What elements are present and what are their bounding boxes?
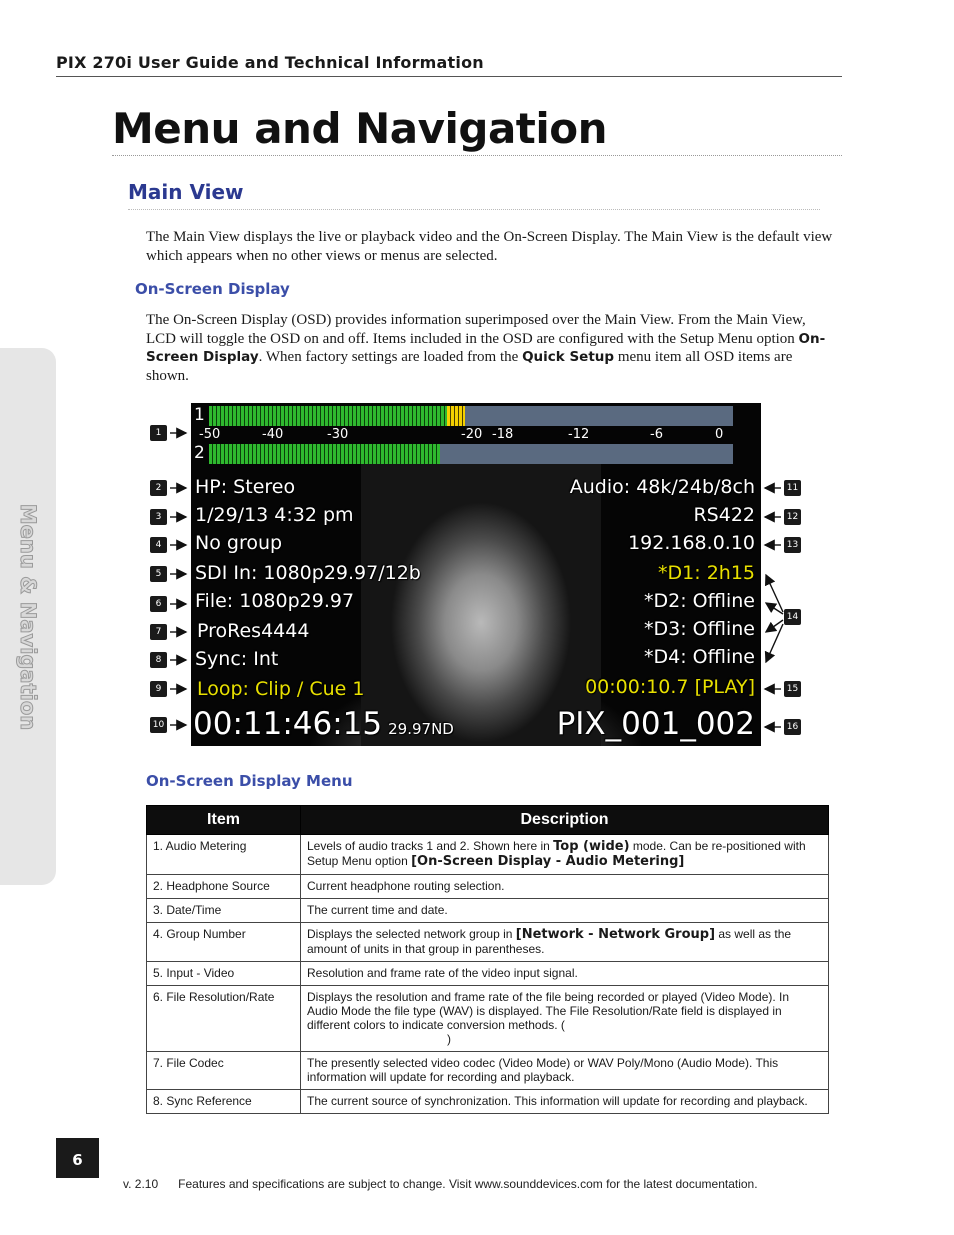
table-header-row bbox=[147, 806, 829, 835]
meter-tick-label: -50 bbox=[199, 427, 221, 442]
osd-codec: ProRes4444 bbox=[197, 620, 310, 642]
desc-text: Displays the resolution and frame rate of the file being recorded or played (Video Mode). In Audio Mode the file type (WAV) is displayed. The File Resolution/Rate field is displayed in different colors to indicate conversion methods. ( bbox=[307, 990, 790, 1032]
meter-tick-label: -6 bbox=[650, 427, 663, 442]
meter-tick-label: -12 bbox=[568, 427, 590, 442]
meter-channel-2: 2 bbox=[194, 443, 205, 463]
osd-datetime: 1/29/13 4:32 pm bbox=[195, 504, 354, 526]
table-row bbox=[147, 1052, 829, 1090]
row-item: 4. Group Number bbox=[147, 923, 301, 962]
desc-bold: Top (wide) bbox=[553, 839, 630, 854]
osd-rs422: RS422 bbox=[693, 504, 755, 526]
meter-channel-1: 1 bbox=[194, 405, 205, 425]
meter-tick-label: 0 bbox=[715, 427, 724, 442]
callout-8: 8 bbox=[150, 652, 167, 668]
row-item: 2. Headphone Source bbox=[147, 875, 301, 899]
row-item: 5. Input - Video bbox=[147, 962, 301, 986]
row-description bbox=[301, 835, 829, 875]
table-row bbox=[147, 986, 829, 1052]
desc-text: Displays the selected network group in bbox=[307, 927, 516, 941]
header-description: Description bbox=[301, 806, 829, 835]
callout-12: 12 bbox=[784, 509, 801, 525]
desc-text: mode. Can be re-positioned with Setup Menu option bbox=[307, 839, 806, 868]
osd-transport: 00:00:10.7 [PLAY] bbox=[585, 676, 755, 698]
callout-1: 1 bbox=[150, 425, 167, 441]
row-description bbox=[301, 986, 829, 1052]
callout-16: 16 bbox=[784, 719, 801, 735]
table-row bbox=[147, 875, 829, 899]
osd-drive-1: *D1: 2h15 bbox=[658, 562, 755, 584]
osd-para-text: menu item all OSD items are shown. bbox=[146, 349, 793, 384]
desc-text: Levels of audio tracks 1 and 2. Shown here in bbox=[307, 839, 554, 853]
meter-tick-label: -40 bbox=[262, 427, 284, 442]
osd-loop: Loop: Clip / Cue 1 bbox=[197, 678, 365, 700]
table-row bbox=[147, 962, 829, 986]
callout-6: 6 bbox=[150, 596, 167, 612]
callout-4: 4 bbox=[150, 537, 167, 553]
table-row bbox=[147, 899, 829, 923]
osd-para-text: . When factory settings are loaded from the bbox=[258, 349, 523, 365]
table-row bbox=[147, 835, 829, 875]
timecode-value: 00:11:46:15 bbox=[193, 706, 383, 742]
arrow-14b bbox=[766, 603, 783, 614]
desc-text: as well as the amount of units in that group in parentheses. bbox=[307, 927, 792, 956]
osd-drive-2: *D2: Offline bbox=[644, 590, 755, 612]
side-tab-label: Menu & Navigation bbox=[16, 503, 40, 731]
osd-para-option: On-Screen Display bbox=[146, 330, 826, 365]
meter-tick-label: -18 bbox=[492, 427, 514, 442]
row-item: 1. Audio Metering bbox=[147, 835, 301, 875]
osd-menu-table bbox=[146, 805, 829, 1114]
callout-10: 10 bbox=[150, 717, 167, 733]
callout-2: 2 bbox=[150, 480, 167, 496]
row-description bbox=[301, 923, 829, 962]
page-title: Menu and Navigation bbox=[112, 104, 608, 153]
intro-paragraph: The Main View displays the live or playback video and the On-Screen Display. The Main View is the default view which appears when no other views or menus are selected. bbox=[146, 229, 833, 264]
osd-group: No group bbox=[195, 532, 283, 554]
table-row bbox=[147, 1090, 829, 1114]
meter-tick-label: -30 bbox=[327, 427, 349, 442]
meter-tick-label: -20 bbox=[461, 427, 483, 442]
callout-5: 5 bbox=[150, 566, 167, 582]
arrow-14a bbox=[766, 575, 783, 612]
callout-13: 13 bbox=[784, 537, 801, 553]
header-item: Item bbox=[147, 806, 301, 835]
desc-bold: [Network - Network Group] bbox=[515, 927, 716, 942]
page-number: 6 bbox=[56, 1138, 99, 1178]
row-description: The current source of synchronization. This information will update for recording and playback. bbox=[301, 1090, 829, 1114]
row-item: 6. File Resolution/Rate bbox=[147, 986, 301, 1052]
row-description: Current headphone routing selection. bbox=[301, 875, 829, 899]
callout-7: 7 bbox=[150, 624, 167, 640]
section-title: Main View bbox=[128, 180, 244, 204]
osd-sync: Sync: Int bbox=[195, 648, 279, 670]
desc-bold: [On-Screen Display - Audio Metering] bbox=[411, 854, 685, 869]
table-row bbox=[147, 923, 829, 962]
footer-text: v. 2.10 Features and specifications are subject to change. Visit www.sounddevices.com for the latest documentation. bbox=[123, 1177, 758, 1191]
osd-filename: PIX_001_002 bbox=[556, 706, 755, 742]
callout-15: 15 bbox=[784, 681, 801, 697]
osd-para-quick-setup: Quick Setup bbox=[522, 349, 615, 365]
desc-text: ) bbox=[447, 1032, 451, 1046]
callout-14: 14 bbox=[784, 609, 801, 625]
row-item: 3. Date/Time bbox=[147, 899, 301, 923]
osd-drive-4: *D4: Offline bbox=[644, 646, 755, 668]
osd-drive-3: *D3: Offline bbox=[644, 618, 755, 640]
table-title: On-Screen Display Menu bbox=[146, 772, 353, 790]
osd-para-text: The On-Screen Display (OSD) provides information superimposed over the Main View. From the Main View, LCD will toggle the OSD on and off. Items included in the OSD are configured with the Setup Menu option bbox=[146, 312, 806, 347]
osd-input: SDI In: 1080p29.97/12b bbox=[195, 562, 421, 584]
osd-audio-format: Audio: 48k/24b/8ch bbox=[569, 476, 755, 498]
row-description: The presently selected video codec (Video Mode) or WAV Poly/Mono (Audio Mode). This information will update for recording and playback. bbox=[301, 1052, 829, 1090]
osd-file-res: File: 1080p29.97 bbox=[195, 590, 355, 612]
osd-headphone: HP: Stereo bbox=[195, 476, 296, 498]
row-item: 8. Sync Reference bbox=[147, 1090, 301, 1114]
row-item: 7. File Codec bbox=[147, 1052, 301, 1090]
row-description: Resolution and frame rate of the video input signal. bbox=[301, 962, 829, 986]
running-header: PIX 270i User Guide and Technical Information bbox=[56, 53, 484, 72]
callout-3: 3 bbox=[150, 509, 167, 525]
callout-11: 11 bbox=[784, 480, 801, 496]
row-description: The current time and date. bbox=[301, 899, 829, 923]
timecode-rate: 29.97ND bbox=[388, 720, 454, 738]
callout-9: 9 bbox=[150, 681, 167, 697]
subsection-title: On-Screen Display bbox=[135, 280, 290, 298]
osd-ip-address: 192.168.0.10 bbox=[628, 532, 755, 554]
